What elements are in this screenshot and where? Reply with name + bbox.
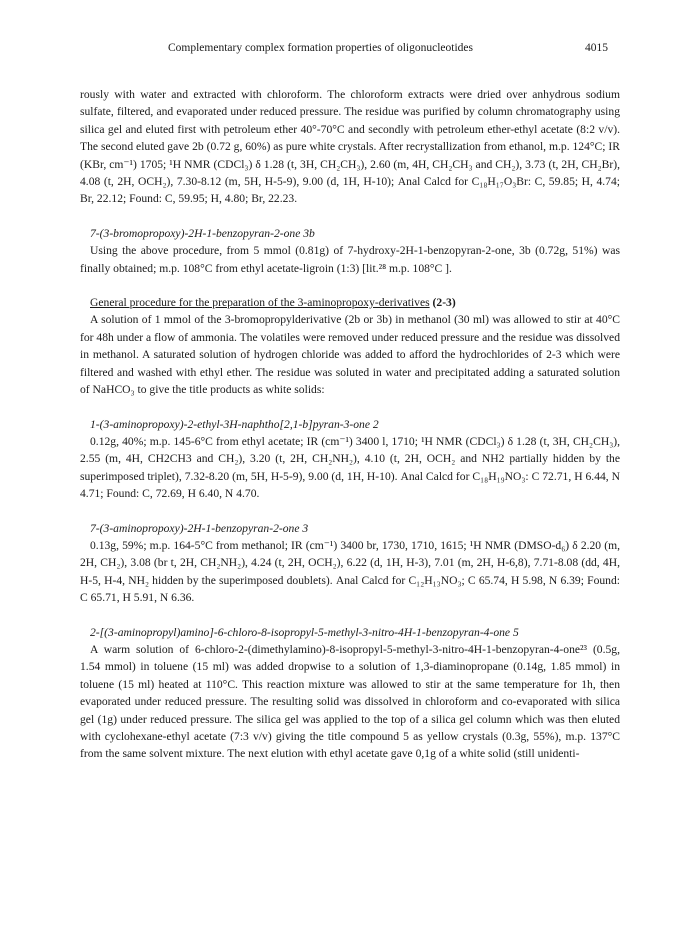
compound-heading-3b: 7-(3-bromopropoxy)-2H-1-benzopyran-2-one 3b: [90, 226, 315, 240]
procedure-heading-underlined: General procedure for the preparation of the 3-aminopropoxy-derivatives: [90, 296, 430, 310]
procedure-heading: [80, 294, 620, 311]
paragraph-5: A warm solution of 6-chloro-2-(dimethylamino)-8-isopropyl-5-methyl-3-nitro-4H-1-benzopyran-4-one²³ (0.5g, 1.54 mmol) in toluene (15 ml) was added dropwise to a solution of 1,3-diaminopropane (0.14g, 1.85 mmol) in toluene (15 ml) heated at 110°C. This reaction mixture was allowed to stir at the same temperature for 1h, then evaporated under reduced pressure. The resulting solid was dissolved in chloroform and co-evaporated with silica gel (1g) under reduced pressure. The silica gel was applied to the top of a silica gel column which was then eluted with cyclohexane-ethyl acetate (7:3 v/v) giving the title compound 5 as yellow crystals (0.3g, 55%), m.p. 137°C from the same solvent mixture. The next elution with ethyl acetate gave 0,1g of a white solid (still unidenti-: [80, 642, 620, 761]
paragraph-continued: rously with water and extracted with chloroform. The chloroform extracts were dried over anhydrous sodium sulfate, filtered, and evaporated under reduced pressure. The residue was purified by column chromatography using silica gel and eluted first with petroleum ether 40°-70°C and secondly with petroleum ether-ethyl acetate (8:2 v/v). The second eluted gave 2b (0.72 g, 60%) as pure white crystals. After recrystallization from ethanol, m.p. 124°C; IR (KBr, cm⁻¹) 1705; ¹H NMR (CDCl₃) δ 1.28 (t, 3H, CH₂CH₃), 2.60 (m, 4H, CH₂CH₃ and CH₂), 3.73 (t, 2H, CH₂Br), 4.08 (t, 2H, OCH₂), 7.30-8.12 (m, 5H, H-5-9), 9.00 (d, 1H, H-10); Anal Calcd for C₁₈H₁₇O₃Br: C, 59.85; H, 4.74; Br, 22.12; Found: C, 59.95; H, 4.80; Br, 22.23.: [80, 88, 620, 206]
body-text: [80, 86, 620, 763]
paragraph-2: 0.12g, 40%; m.p. 145-6°C from ethyl acetate; IR (cm⁻¹) 3400 l, 1710; ¹H NMR (CDCl₃) δ 1.28 (t, 3H, CH₂CH₃), 2.55 (m, 4H, CH2CH3 and CH₂), 3.20 (t, 2H, CH₂NH₂), 4.10 (t, 2H, OCH₂ and NH2 partially hidden by the superimposed triplet), 7.32-8.20 (m, 5H, H-5-9), 9.00 (d, 1H, H-10). Anal Calcd for C₁₈H₁₉NO₃: C 72.71, H 6.44, N 4.71; Found: C, 72.69, H 6.40, N 4.70.: [80, 434, 620, 501]
compound-heading-3: 7-(3-aminopropoxy)-2H-1-benzopyran-2-one 3: [90, 521, 309, 535]
running-title: Complementary complex formation properties of oligonucleotides: [168, 42, 473, 54]
paragraph-procedure: A solution of 1 mmol of the 3-bromopropylderivative (2b or 3b) in methanol (30 ml) was allowed to stir at 40°C for 48h under a flow of ammonia. The volatiles were removed under reduced pressure and the residue was dissolved in methanol. A saturated solution of hydrogen chloride was added to afford the hydrochlorides of 2-3 which were filtered and washed with ethyl ether. The residue was soluted in water and precipitated adding a saturated solution of NaHCO₃ to give the title products as white solids:: [80, 313, 620, 397]
compound-heading-5: 2-[(3-aminopropyl)amino]-6-chloro-8-isopropyl-5-methyl-3-nitro-4H-1-benzopyran-4-one 5: [90, 625, 519, 639]
procedure-heading-tail: (2-3): [432, 296, 456, 310]
page-number: 4015: [585, 42, 608, 54]
paragraph-3b: Using the above procedure, from 5 mmol (0.81g) of 7-hydroxy-2H-1-benzopyran-2-one, 3b (0.72g, 51%) was finally obtained; m.p. 108°C from ethyl acetate-ligroin (1:3) [lit.²⁸ m.p. 108°C ].: [80, 244, 620, 275]
paragraph-3: 0.13g, 59%; m.p. 164-5°C from methanol; IR (cm⁻¹) 3400 br, 1730, 1710, 1615; ¹H NMR (DMSO-d₆) δ 2.20 (m, 2H, CH₂), 3.08 (br t, 2H, CH₂NH₂), 4.24 (t, 2H, OCH₂), 6.22 (d, 1H, H-3), 7.01 (m, 2H, H-6,8), 7.71-8.08 (dd, 4H, H-5, H-4, NH₂ hidden by the superimposed doublets). Anal Calcd for C₁₂H₁₃NO₃; C 65.74, H 5.98, N 6.39; Found: C 65.71, H 5.91, N 6.36.: [80, 538, 620, 605]
compound-heading-2: 1-(3-aminopropoxy)-2-ethyl-3H-naphtho[2,1-b]pyran-3-one 2: [90, 417, 379, 431]
